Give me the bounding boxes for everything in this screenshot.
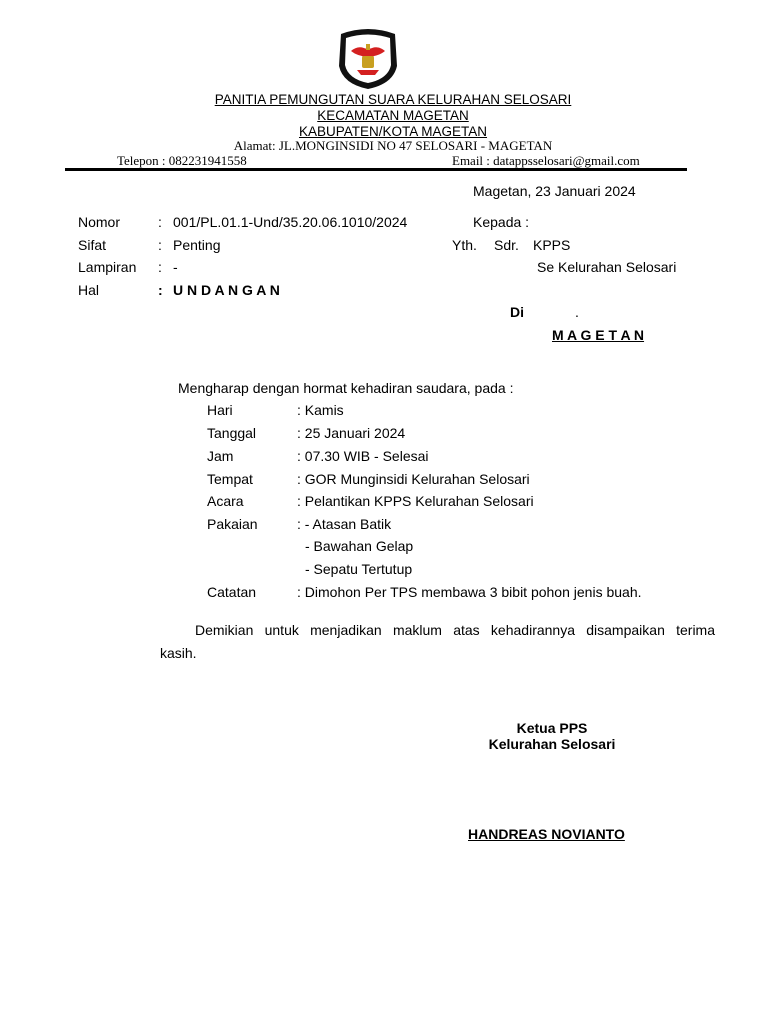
detail-label: Jam bbox=[207, 448, 234, 464]
signatory-name: HANDREAS NOVIANTO bbox=[468, 826, 625, 842]
recipient-city: M A G E T A N bbox=[552, 327, 645, 343]
detail-label: Hari bbox=[207, 402, 233, 418]
lampiran-value: - bbox=[173, 259, 178, 275]
letter-date: Magetan, 23 Januari 2024 bbox=[473, 183, 636, 199]
intro-paragraph: Mengharap dengan hormat kehadiran saudara, pada : bbox=[178, 380, 514, 396]
nomor-value: 001/PL.01.1-Und/35.20.06.1010/2024 bbox=[173, 214, 408, 230]
sifat-label: Sifat bbox=[78, 237, 107, 253]
detail-label: Acara bbox=[207, 493, 244, 509]
sdr-label: Sdr. bbox=[494, 237, 519, 253]
hal-colon: : bbox=[158, 282, 163, 298]
detail-value: : Pelantikan KPPS Kelurahan Selosari bbox=[297, 493, 534, 509]
closing-line2: kasih. bbox=[160, 645, 197, 661]
signature-title1: Ketua PPS bbox=[516, 720, 588, 736]
hal-value: U N D A N G A N bbox=[173, 282, 280, 298]
phone-line: Telepon : 082231941558 bbox=[117, 153, 247, 168]
detail-label: Pakaian bbox=[207, 516, 258, 532]
recipient-location: Se Kelurahan Selosari bbox=[537, 259, 677, 275]
detail-label: Tanggal bbox=[207, 425, 257, 441]
sifat-colon: : bbox=[158, 237, 162, 253]
hal-label: Hal bbox=[78, 282, 100, 298]
org-name-line3: KABUPATEN/KOTA MAGETAN bbox=[298, 124, 488, 139]
detail-value: - Bawahan Gelap bbox=[305, 538, 414, 554]
ppk-emblem-logo bbox=[333, 26, 403, 90]
lampiran-label: Lampiran bbox=[78, 259, 137, 275]
di-dot: . bbox=[575, 304, 579, 320]
header-divider bbox=[65, 168, 687, 171]
di-label: Di bbox=[510, 304, 524, 320]
recipient-name: KPPS bbox=[533, 237, 571, 253]
nomor-colon: : bbox=[158, 214, 162, 230]
signature-title2: Kelurahan Selosari bbox=[488, 736, 616, 752]
detail-value: - Sepatu Tertutup bbox=[305, 561, 413, 577]
detail-value: : 25 Januari 2024 bbox=[297, 425, 406, 441]
org-name-line2: KECAMATAN MAGETAN bbox=[317, 108, 469, 123]
address-line: Alamat: JL.MONGINSIDI NO 47 SELOSARI - MAGETAN bbox=[233, 138, 553, 153]
lampiran-colon: : bbox=[158, 259, 162, 275]
sifat-value: Penting bbox=[173, 237, 221, 253]
org-name-line1: PANITIA PEMUNGUTAN SUARA KELURAHAN SELOSARI bbox=[214, 92, 572, 107]
detail-label: Catatan bbox=[207, 584, 257, 600]
detail-value: : - Atasan Batik bbox=[297, 516, 392, 532]
closing-paragraph bbox=[160, 622, 715, 638]
detail-value: : GOR Munginsidi Kelurahan Selosari bbox=[297, 471, 530, 487]
detail-value: : 07.30 WIB - Selesai bbox=[297, 448, 429, 464]
yth-label: Yth. bbox=[452, 237, 477, 253]
kepada-label: Kepada : bbox=[473, 214, 530, 230]
closing-line1: Demikian untuk menjadikan maklum atas kehadirannya disampaikan terima bbox=[195, 622, 715, 638]
detail-value: : Kamis bbox=[297, 402, 344, 418]
email-line: Email : datappsselosari@gmail.com bbox=[452, 153, 640, 168]
detail-label: Tempat bbox=[207, 471, 253, 487]
nomor-label: Nomor bbox=[78, 214, 121, 230]
detail-value: : Dimohon Per TPS membawa 3 bibit pohon jenis buah. bbox=[297, 584, 642, 600]
